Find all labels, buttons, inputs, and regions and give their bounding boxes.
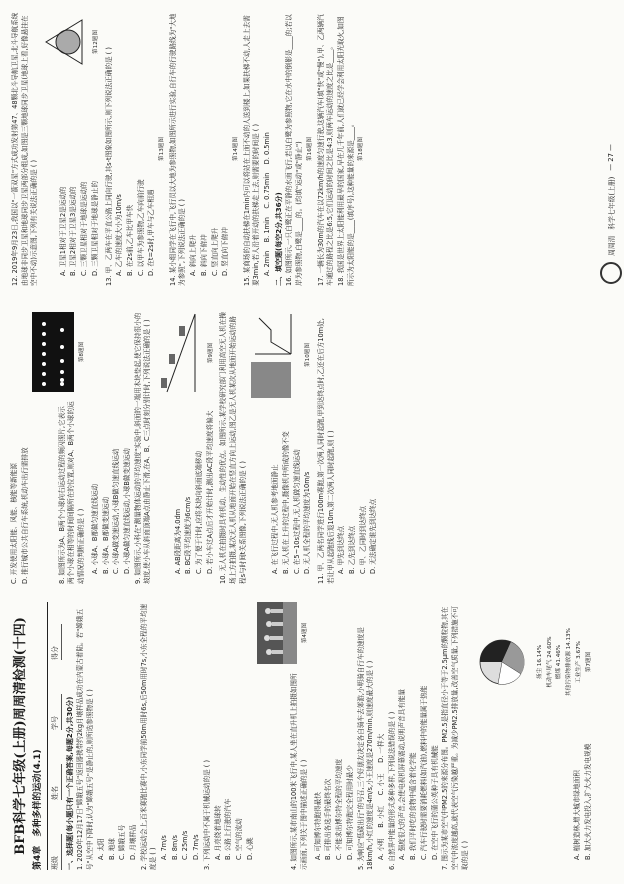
question-text: 11. 甲、乙两名同学进行100m赛跑,第一次两人同时起跑,甲到达终点时,乙还在后方10m处,若让甲从起跑线后退10m,第二次两人同时起跑,则 ( ) [316,318,335,584]
pm25-pie [472,602,594,722]
figure-caption: 第16题图 [306,137,313,161]
option-b: B. 无人机在上升的过程中,摄像机中所成的像不变 [281,431,290,574]
option-c: C. 三颗卫星相对于地球是运动的 [80,181,89,276]
chapter-heading [32,602,48,870]
question-text: 8. 如图所示为A、B两个小球向右运动过程的频闪照片,它表示两个小球在相等的时间间隔所在的位置,则对A、B两个小球的运动情况的判断正确的是 ( ) [57,401,86,584]
option-b: B. 小红 [376,805,385,828]
question-text: 9. 如图所示,小科在"测量物体运动的平均速度"实验中,斜面的一端用木块垫起,使它保持很小的坡度,使小车从斜面顶端A点由静止下滑,在A、B、C三点时刻分别计时,下列说法正确的是 ( ) [133,312,152,584]
question-8 [32,312,132,584]
options [263,12,273,286]
option-a: A. 7m/s [160,835,169,860]
footer-page: — 27 — [607,144,615,171]
option-d: D. 可知博尔特跑完全程用时最少 [345,765,354,860]
figure-caption: 第8题图 [79,341,86,363]
brand-logo-icon [600,262,622,284]
class-field[interactable]: 班级 [51,834,62,870]
page-title: BFB科学七年级(上册)周周清检测(十四) [13,617,28,855]
section-heading-choice: 一、选择题(每小题只有一个正确答案,每题2分,共30分) [65,696,74,870]
question-3 [203,602,256,870]
figure-10 [251,312,314,584]
pie-label-5: 工业生产 3.67% [575,641,582,683]
option-b: B. 我们平时吃的食物中蕴含着化学能 [409,752,418,860]
option-d: D. 月壤样品 [128,824,137,860]
option-d: D. 若小车过A点后才开始计时,测出AC段平均速度将偏大 [205,410,214,574]
option-b: B. 8m/s [170,835,179,860]
option-c: C. 小球A做变速运动,小球B做匀速直线运动 [112,448,121,574]
id-field[interactable]: 学号 [51,694,62,730]
pie-label-1: 扬尘 16.14% [537,644,544,680]
option-b: B. 1min [263,217,272,243]
satellite-diagram [42,12,88,72]
pm25-pie-chart [472,602,532,722]
figure-caption: 第4题图 [302,622,309,644]
question-10 [219,312,314,584]
question-11 [317,312,379,584]
question-text: 13. 甲、乙两车在平直公路上同向行驶,其s-t图象如图所示,则下列说法正确的是 ( ) [104,47,113,286]
pie-label-3: 燃煤 41.46% [556,644,563,680]
incline-figure [155,312,216,394]
option-c: C. 嫦娥五号 [118,824,127,860]
student-info-row [51,602,62,870]
option-b: B. 小球A、B都做变速运动 [101,496,110,574]
option-d: D. 三颗卫星相对于地球是静止的 [90,181,99,276]
chapter-number: 第4章 [33,845,43,870]
q7-option-c: C. 开发使用太阳能、风能、核能等新能源 [10,463,18,584]
option-a: A. 小球A、B都做匀速直线运动 [90,483,99,574]
footer-brand: 周周清 [608,235,616,256]
question-text: 6. 自然界中能量的形式多种多样,下列说法错误的是 ( ) [387,711,396,870]
option-d: D. 在t=2s时,甲车与乙车相遇 [147,189,156,276]
question-15 [243,12,273,286]
sprinters-image [257,602,297,664]
figure-caption: 第12题图 [92,30,99,54]
question-14 [169,12,242,286]
option-c: C. 在5~10s过程中,无人机做匀速直线运动 [292,449,301,574]
option-c: C. 25m/s [181,830,190,860]
strobe-photo [32,312,87,392]
option-b: B. 加大火力发电投入,扩大火力发电规模 [583,743,592,860]
option-c: C. 汽车行驶时需要消耗燃料(如汽油),燃料中的能量属于热能 [419,685,428,860]
question-text: 7. 图示为某市空气中PM2.5的来源分布图。PM2.5是指直径小于等于2.5μm的颗粒物,其在空气中浓度越高,就代表空气污染越严重。为减少PM2.5排放量,改善空气质量,下列措施不可取的是 ( ) [441,606,469,870]
option-a: A. 月亮绕着地球转 [213,805,222,860]
option-a: A. 甲先到达终点 [337,525,346,574]
option-a: A. 卫星1相对于卫星2是运动的 [58,186,67,276]
option-c: C. 甲、乙同时到达终点 [358,505,367,574]
race-photo [257,602,310,664]
option-c: C. 竖直向上爬升 [210,227,219,276]
figure-caption: 第10题图 [305,343,312,367]
option-a: A. 斜向上爬升 [189,234,198,276]
question-13 [105,12,168,286]
option-a: A. 可知博尔特跑得最快 [313,792,322,860]
option-d: D. 7m/s [192,834,201,860]
question-text: 14. 某小组同学在飞行中,飞行员以大地为参照物,如图所示进行实验,自行车的行驶路线为"大地为参照",下列说法正确的是 ( ) [168,13,187,286]
question-1 [76,602,138,870]
option-d: D. 在空中飞行的蒲公英种子具有机械能 [430,745,439,860]
q9-options [174,402,217,584]
figure-7 [472,602,594,870]
drone-figure [251,312,314,398]
option-b: B. 可排出各选手的最终名次 [324,778,333,860]
question-text: 5. 为响应"低碳出行"的号召,三个好朋友决定各自骑车去郊游,小明骑自行车的速度是18km/h,小红的速度是4m/s,小王速度是270m/min,则速度最大的是 ( ) [356,627,375,870]
option-b: B. 地球 [107,838,116,860]
question-text: 10. 无人机在拍摄时具有机动、生动性的优点。如图所示,某学校研究部门利用高空无人机在操场上方拍摄,某次无人机从地面开始在竖直方向上运动,图乙是无人机某次从地面开始运动的路程s与时间t关系图像,下列说法正确的是 ( ) [219,312,247,584]
q10-options [271,406,314,584]
question-6 [388,602,441,870]
page-footer [600,14,622,284]
question-5 [357,602,387,870]
option-b: B. 斜向下俯冲 [199,234,208,276]
option-b: B. BC段平均速度为6cm/s [184,496,193,574]
footer-series: 科学七年级(上册) [608,176,616,230]
q7-options [573,730,594,870]
option-c: C. 以甲车为参照物,乙车向前行驶 [136,179,145,276]
question-16 [285,12,315,286]
column-1 [10,602,597,870]
section-heading-fill: 二、填空题(每空2分,共36分) [274,192,283,286]
option-a: A. 植树造林,增大城市绿地面积 [572,770,581,860]
option-d: D. 无法确定谁先到达终点 [369,498,378,574]
q12-options [59,80,102,286]
option-c: C. 小王 [376,773,385,796]
option-b: B. 卫星2相对于卫星3是运动的 [69,186,78,276]
satellite-figure [42,12,101,72]
figure-12 [42,12,101,286]
option-a: A. 小明 [376,838,385,860]
option-b: B. 公路上行驶的汽车 [224,798,233,860]
question-text: 18. 我国是世界上太阳能利用最早的国家,早在几千年前,人们就已经学会利用太阳光取火,如图所示为太阳能的是____(填序号),这种能量的来源是____。 [336,16,355,286]
option-d: D. 0.5min [263,132,272,165]
chapter-title: 多种多样的运动(4.1) [33,749,43,837]
figure-caption: 第14题图 [232,137,239,161]
question-text: 2. 学校运动会上,百米赛跑比赛中,小东同学前50m用时6s,后50m用时7s,小东全程的平均速度是 ( ) [139,603,158,870]
question-text: 12. 2019年9月23日,我国以"一箭双星"方式成功发射第47、48颗北斗导航卫星,北斗导航系统由地球非同步卫星和地球同步卫星两部分组成,如图是三颗地球同步卫星(地球上看,好像悬挂在空中不动)示意图,下列有关说法正确的是 ( ) [11,12,39,286]
name-field[interactable]: 姓名 [51,764,62,800]
option-b: B. 在2s前,乙车比甲车快 [125,204,134,276]
question-9 [134,312,217,584]
option-d: D. 小球A做匀速直线运动,小球B做变速运动 [122,448,131,574]
drone-graph [251,312,301,398]
question-17 [317,12,336,286]
option-a: A. 强度很大的声音,会使电视机屏幕震动,说明声音具有能量 [398,688,407,860]
figure-9 [155,312,216,584]
figure-caption: 第18题图 [358,137,365,161]
figure-caption: 第9题图 [207,342,214,364]
option-a: A. 太阳 [96,838,105,860]
question-text: 1. 2020年12月17日"嫦娥五号"返回器携带约2kg月壤样品成功在内蒙古着陆。若"嫦娥五号"从空中下降时,认为"嫦娥五号"是静止的,则所选参照物是 ( ) [76,608,95,870]
q7-option-d: D. 推行城市公共自行车系统,机动车出行需排放 [20,447,29,584]
option-d: D. 心跳 [245,837,254,860]
pie-label-2: 机动车尾气 24.60% [546,636,553,688]
question-text: 3. 下列运动中不属于机械运动的是 ( ) [202,759,211,870]
option-d: D. 无人机全程的平均速度为10m/s [303,471,312,574]
pie-label-4: 其他污染物排放源 14.13% [566,628,573,696]
option-d: D. 一样大 [376,733,385,763]
column-2 [10,312,380,584]
question-2 [140,602,202,870]
question-text: 17. 一辆长为30m的汽车在以72km/h的速度匀速行驶,这辆汽车(填"快"或"慢"),甲、乙两辆汽车通过的路程之比是6:5,它们运动的时间之比是4:3,则两车运动的速度之比是____。 [316,14,335,286]
figure-8 [32,312,87,584]
incline-diagram [155,312,203,394]
question-text: 15. 某商场的自动扶梯在1min内可以将站在上面不动的人送到楼上,如果扶梯不动,人走上去需要3min,若人沿着开动的扶梯走上去,则需要的时间是 ( ) [242,15,261,286]
option-c: C. 空气的流动 [234,818,243,860]
question-18 [337,12,367,286]
options [377,602,387,870]
question-7 [441,602,594,870]
option-a: A. 在飞行过程中,无人机参考地面静止 [271,464,280,574]
figure-caption: 第13题图 [159,137,166,161]
question-text: 4. 如图所示,某市南山的100米飞行中,某人坐在直升机上拍摄如图所示画面,下列关于图中描述正确的是 ( ) [290,673,309,870]
option-c: C. 0.75min [263,172,272,209]
score-field[interactable]: 得分 [51,624,62,660]
figure-caption: 第7题图 [585,651,592,673]
question-4 [257,602,355,870]
option-a: A. AB段距离为4.0dm [173,508,182,574]
option-b: B. 乙先到达终点 [348,525,357,574]
column-3 [10,12,368,286]
option-a: A. 2min [263,250,272,276]
option-c: C. 为了便于计时,应将木块向斜面底端移动 [195,451,204,574]
option-a: A. 乙车的速度大小为10m/s [115,194,124,276]
figure-4 [257,602,310,870]
strobe-image [32,312,74,392]
question-12 [11,12,102,286]
option-c: C. 不能求出博尔特全程的平均速度 [335,758,344,860]
question-text: 16. 如图所示,一只白鹭正在平静的水面飞行,若以白鹭为参照物,它在水中的倒影是____的;若以岸为参照物,白鹭是____的。(均填"运动"或"静止") [285,14,304,286]
option-d: D. 竖直向下俯冲 [221,227,230,276]
